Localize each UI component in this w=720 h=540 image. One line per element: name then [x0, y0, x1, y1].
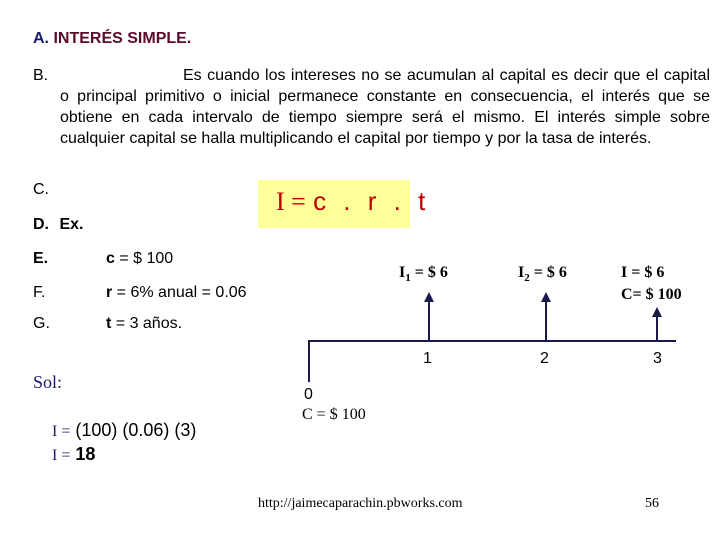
period-3-interest-prefix: I [621, 264, 628, 281]
given-rate-value: = 6% anual = 0.06 [112, 284, 247, 301]
solution-line-1-rhs: (100) (0.06) (3) [75, 420, 197, 440]
period-2-interest-value: = $ 6 [529, 264, 567, 281]
section-heading [33, 30, 191, 48]
page-number: 56 [645, 496, 659, 511]
formula-label: C. [33, 181, 49, 198]
period-3-line [656, 313, 658, 340]
given-label-f: F. [33, 284, 46, 301]
given-capital [106, 250, 173, 268]
period-1-interest-prefix: I [399, 264, 406, 281]
capital-label: C = $ 100 [302, 406, 366, 423]
given-time [106, 315, 182, 333]
timeline-origin-tick [308, 340, 310, 382]
heading-label: A. [33, 30, 49, 47]
definition-text [60, 65, 710, 149]
period-1-interest [399, 264, 448, 284]
period-2-interest-prefix: I [518, 264, 525, 281]
given-time-var: t [106, 315, 112, 332]
period-3-capital: C= $ 100 [621, 286, 682, 303]
formula [276, 186, 430, 217]
period-1-arrow-icon [424, 292, 434, 302]
given-rate [106, 284, 247, 302]
solution-line-2-lhs: I = [52, 447, 71, 464]
example-label: D. [33, 216, 49, 233]
period-1-line [428, 298, 430, 340]
period-2-number: 2 [540, 350, 549, 367]
definition-label: B. [33, 67, 49, 84]
period-3-interest-value: = $ 6 [627, 264, 665, 281]
period-1-interest-value: = $ 6 [410, 264, 448, 281]
heading-text: INTERÉS SIMPLE. [53, 30, 192, 47]
footer-url: http://jaimecaparachin.pbworks.com [258, 496, 463, 511]
given-capital-value: = $ 100 [114, 250, 174, 267]
period-2-interest [518, 264, 567, 284]
period-1-interest-sub: 1 [405, 272, 411, 285]
given-capital-var: c [106, 250, 115, 267]
example-text: Ex. [59, 216, 84, 233]
solution-label: Sol: [33, 372, 63, 392]
solution-line-1-lhs: I = [52, 423, 71, 440]
example-heading [33, 216, 83, 234]
formula-rhs: c . r . t [313, 186, 431, 216]
period-3-arrow-icon [652, 307, 662, 317]
origin-label: 0 [304, 386, 313, 403]
period-3-number: 3 [653, 350, 662, 367]
given-rate-var: r [106, 284, 113, 301]
given-time-value: = 3 años. [111, 315, 183, 332]
timeline-axis [308, 340, 676, 342]
solution-line-2-rhs: 18 [75, 444, 96, 464]
given-label-g: G. [33, 315, 50, 332]
period-1-number: 1 [423, 350, 432, 367]
solution-line-1 [52, 420, 196, 441]
given-label-e: E. [33, 250, 49, 267]
period-2-line [545, 298, 547, 340]
formula-lhs: I = [276, 187, 306, 216]
period-2-arrow-icon [541, 292, 551, 302]
period-2-interest-sub: 2 [524, 272, 530, 285]
period-3-interest [621, 264, 664, 282]
definition-body: Es cuando los intereses no se acumulan al capital es decir que el capital o principal primitivo o inicial permanece constante en consecuencia, el interés que se obtiene en cada intervalo de tiempo siempre será el mismo. El interés simple sobre cualquier capital se halla multiplicando el capital por tiempo y por la tasa de interés. [60, 67, 710, 147]
solution-line-2 [52, 444, 95, 465]
